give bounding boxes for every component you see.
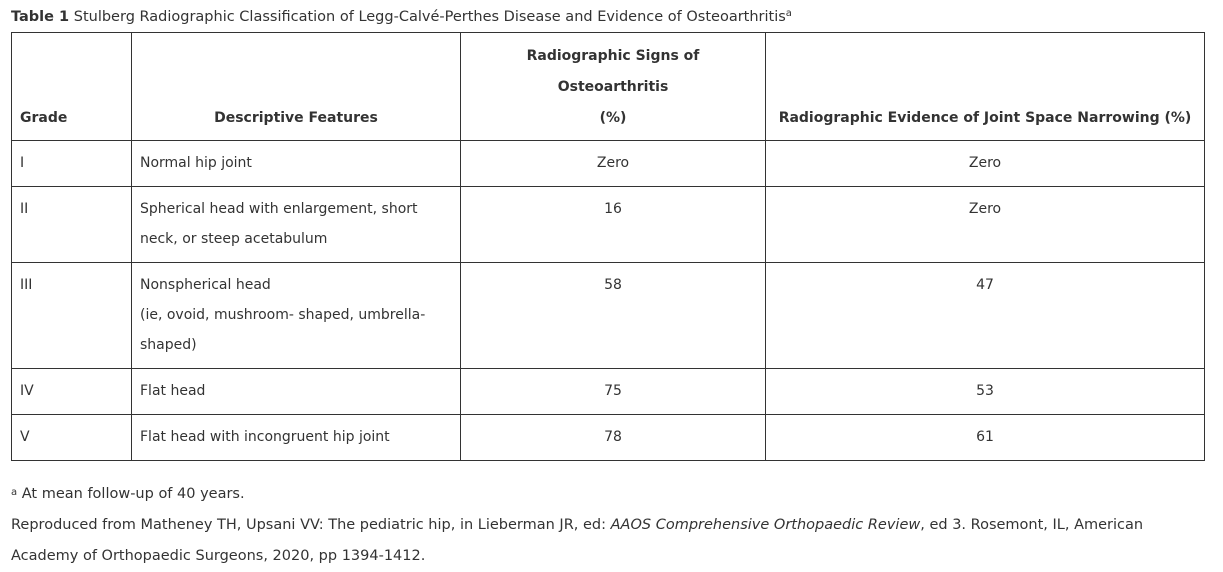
cell-narrowing: Zero [766,187,1205,263]
cell-grade: IV [12,369,132,415]
cell-features-line: Spherical head with enlargement, short [140,201,418,217]
cell-grade: I [12,141,132,187]
table-header-row [12,33,1205,141]
source-citation-prefix: Reproduced from Matheney TH, Upsani VV: The pediatric hip, in Lieberman JR, ed: [11,517,611,533]
footnote-a-marker: a [11,487,18,498]
source-citation-title: AAOS Comprehensive Orthopaedic Review [610,517,921,533]
cell-features-line: shaped) [140,337,197,353]
table-caption [11,6,1213,28]
cell-features-line: Nonspherical head [140,277,271,293]
cell-grade: II [12,187,132,263]
cell-features [132,187,461,263]
cell-grade: V [12,415,132,461]
cell-features [132,141,461,187]
header-radiographic-signs [461,33,766,141]
classification-table [11,32,1205,461]
table-title: Stulberg Radiographic Classification of Legg-Calvé-Perthes Disease and Evidence of Osteoarthritis [73,9,786,25]
source-citation [11,510,1213,572]
footnote-a [11,479,1213,510]
cell-features-line: (ie, ovoid, mushroom- shaped, umbrella- [140,307,426,323]
table-label: Table 1 [11,9,70,25]
table-row [12,263,1205,369]
table-footnotes [11,479,1213,572]
header-radiographic-signs-line2: (%) [599,110,627,126]
caption-footnote-marker: a [785,8,792,19]
cell-narrowing: 47 [766,263,1205,369]
table-row [12,187,1205,263]
header-joint-space-narrowing: Radiographic Evidence of Joint Space Narrowing (%) [766,33,1205,141]
header-radiographic-signs-line1: Radiographic Signs of Osteoarthritis [526,48,700,95]
cell-signs: 75 [461,369,766,415]
cell-features-line: Flat head with incongruent hip joint [140,429,390,445]
cell-features-line: Flat head [140,383,206,399]
footnote-a-text: At mean follow-up of 40 years. [17,486,245,502]
cell-narrowing: 53 [766,369,1205,415]
cell-features [132,369,461,415]
cell-signs: 78 [461,415,766,461]
cell-signs: Zero [461,141,766,187]
cell-signs: 58 [461,263,766,369]
source-citation-suffix: , ed 3. Rosemont, IL, American Academy of Orthopaedic Surgeons, 2020, pp 1394-1412. [11,517,1144,564]
cell-features-line: Normal hip joint [140,155,252,171]
header-descriptive-features: Descriptive Features [132,33,461,141]
table-row [12,369,1205,415]
cell-features [132,263,461,369]
cell-narrowing: Zero [766,141,1205,187]
cell-features [132,415,461,461]
cell-features-line: neck, or steep acetabulum [140,231,328,247]
cell-grade: III [12,263,132,369]
header-grade: Grade [12,33,132,141]
table-row [12,415,1205,461]
cell-narrowing: 61 [766,415,1205,461]
table-row [12,141,1205,187]
cell-signs: 16 [461,187,766,263]
